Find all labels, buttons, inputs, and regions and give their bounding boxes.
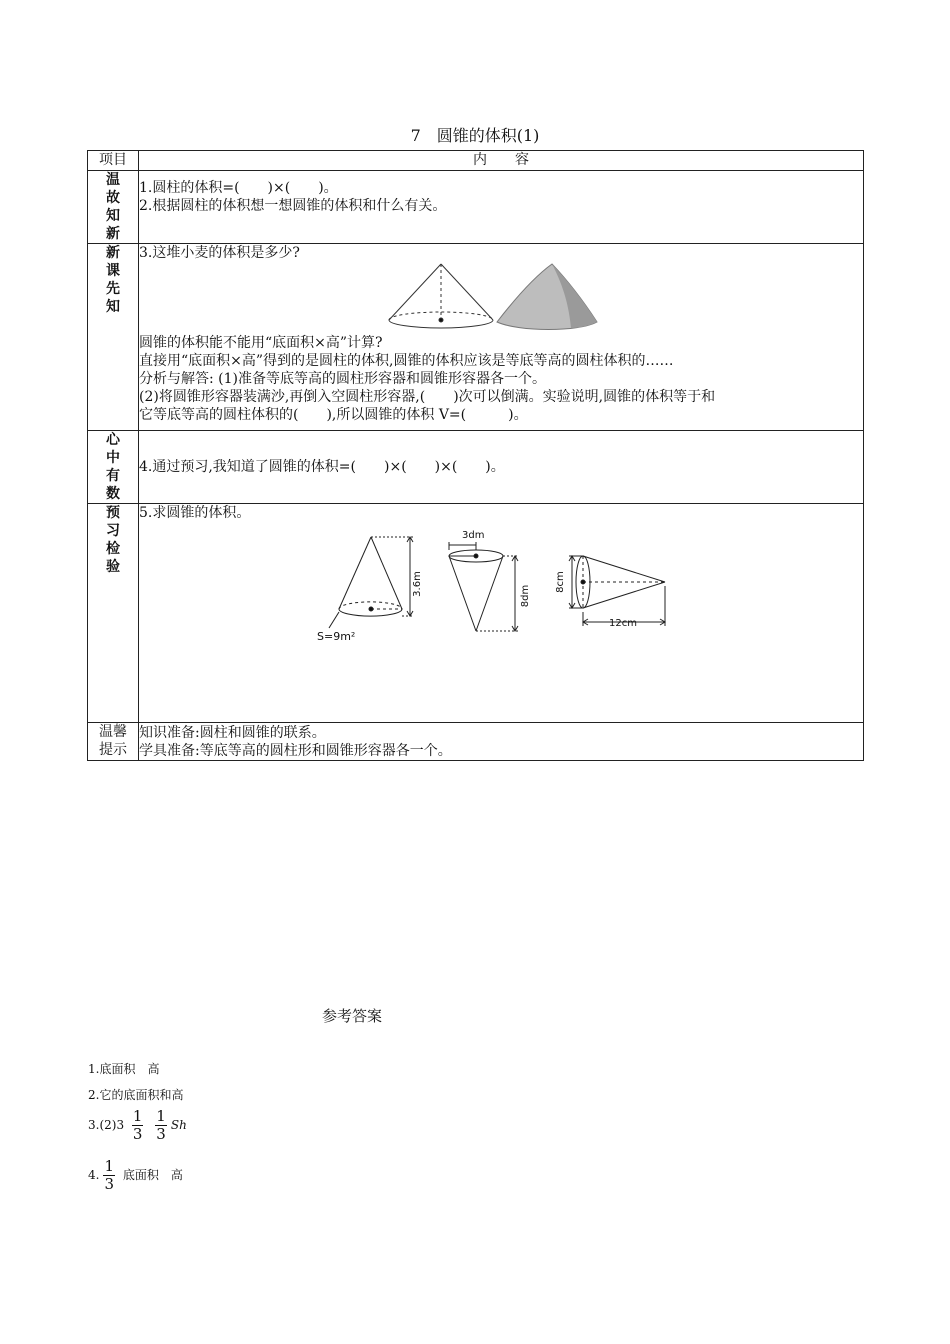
page-title: 7 圆锥的体积(1)	[410, 126, 540, 145]
answer-3: 3.(2)3 $\frac{1}{3}$ $\frac{1}{3}$ Sh	[88, 1107, 187, 1143]
new-line-5: 它等底等高的圆柱体积的( ),所以圆锥的体积 V=( )。	[139, 407, 528, 423]
row-content-tips	[139, 723, 864, 761]
table-header-row	[88, 151, 864, 171]
wireframe-cone	[389, 264, 493, 328]
row-content-new	[139, 244, 864, 431]
row-check	[88, 504, 864, 723]
answer-4: 4. $\frac{1}{3}$ 底面积 高	[88, 1157, 183, 1193]
row-review	[88, 171, 864, 244]
answer-2: 2.它的底面积和高	[88, 1088, 184, 1102]
fraction-one-third: $\frac{1}{3}$	[132, 1107, 143, 1143]
new-line-2: 直接用“底面积×高”得到的是圆柱的体积,圆锥的体积应该是等底等高的圆柱体积的……	[139, 353, 674, 369]
three-cones-figure	[139, 522, 839, 647]
row-label-tips: 温馨 提示	[88, 723, 139, 761]
row-content-mind	[139, 431, 864, 504]
row-label-mind: 心 中 有 数	[88, 431, 139, 504]
tip-tools: 学具准备:等底等高的圆柱形和圆锥形容器各一个。	[139, 743, 452, 759]
fraction-one-third: $\frac{1}{3}$	[156, 1107, 166, 1143]
row-content-check	[139, 504, 864, 723]
worksheet-table	[87, 150, 864, 761]
cone2-height-label: 8dm	[520, 584, 531, 608]
question-2: 2.根据圆柱的体积想一想圆锥的体积和什么有关。	[139, 198, 447, 214]
cone1-area-label: S=9m²	[317, 630, 356, 643]
tip-knowledge: 知识准备:圆柱和圆锥的联系。	[139, 725, 326, 741]
row-tips	[88, 723, 864, 761]
new-line-4: (2)将圆锥形容器装满沙,再倒入空圆柱形容器,( )次可以倒满。实验说明,圆锥的体积等于和	[139, 389, 716, 405]
question-4: 4.通过预习,我知道了圆锥的体积=( )×( )×( )。	[139, 459, 505, 475]
question-5: 5.求圆锥的体积。	[139, 505, 251, 521]
cone-figure-2	[449, 542, 519, 631]
row-mind	[88, 431, 864, 504]
cone-figure-3	[569, 556, 665, 626]
row-label-new: 新 课 先 知	[88, 244, 139, 431]
row-label-check: 预 习 检 验	[88, 504, 139, 723]
row-content-review	[139, 171, 864, 244]
cone-figure-1	[329, 537, 414, 628]
header-content: 内 容	[139, 151, 864, 171]
cone2-diameter-label: 3dm	[462, 530, 485, 541]
cone3-height-label: 12cm	[609, 618, 637, 629]
new-line-3: 分析与解答: (1)准备等底等高的圆柱形容器和圆锥形容器各一个。	[139, 371, 546, 387]
cone3-diameter-label: 8cm	[555, 571, 566, 593]
wheat-pile	[497, 264, 597, 330]
header-item: 项目	[88, 151, 139, 171]
new-line-1: 圆锥的体积能不能用“底面积×高”计算?	[139, 335, 383, 351]
cone-and-wheat-figure	[139, 262, 839, 334]
row-new	[88, 244, 864, 431]
cone1-height-label: 3.6m	[412, 571, 423, 597]
question-1: 1.圆柱的体积=( )×( )。	[139, 180, 338, 196]
answer-1: 1.底面积 高	[88, 1062, 160, 1076]
question-3: 3.这堆小麦的体积是多少?	[139, 245, 300, 261]
answers-title: 参考答案	[322, 1007, 383, 1025]
fraction-one-third: $\frac{1}{3}$	[104, 1157, 114, 1193]
row-label-review: 温 故 知 新	[88, 171, 139, 244]
